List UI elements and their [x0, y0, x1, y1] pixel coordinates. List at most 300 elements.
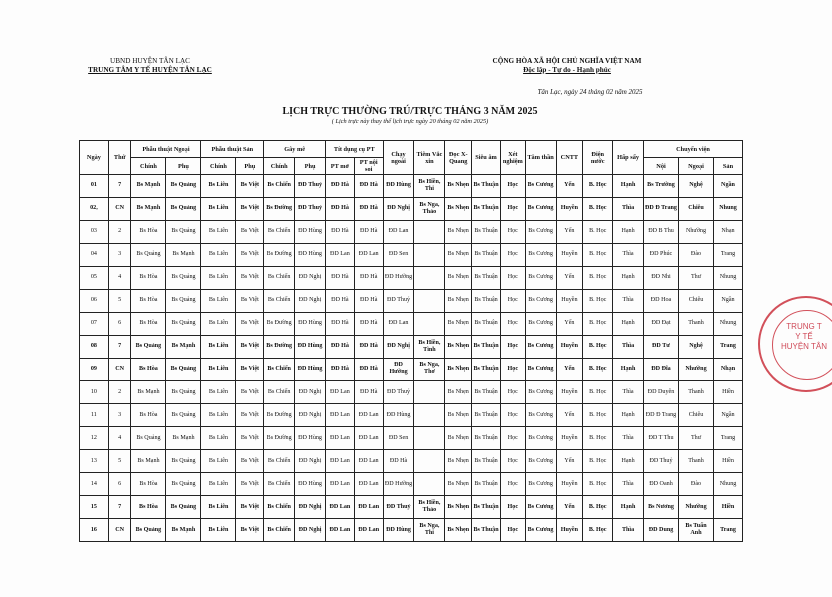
table-cell: Bs Cương: [525, 335, 556, 358]
table-cell: Bs Việt: [236, 335, 264, 358]
table-cell: Bs Việt: [236, 243, 264, 266]
table-cell: Bs Liên: [201, 519, 236, 542]
table-cell: ĐD Nghị: [295, 381, 326, 404]
table-cell: ĐD Oanh: [644, 473, 679, 496]
table-cell: Bs Cương: [525, 427, 556, 450]
table-cell: Bs Quảng: [131, 519, 166, 542]
table-cell: Bs Nhẹn: [445, 381, 472, 404]
col-dien-nuoc: Điện nước: [583, 141, 613, 175]
table-cell: Bs Mạnh: [166, 243, 201, 266]
table-cell: Yến: [556, 404, 583, 427]
table-cell: ĐD Hà: [354, 381, 383, 404]
table-cell: Bs Chiến: [264, 175, 295, 198]
col-tu-dung: Tít dụng cụ PT: [325, 141, 383, 158]
duty-schedule-table: [79, 140, 743, 542]
table-cell: Bs Quảng: [166, 289, 201, 312]
table-cell: ĐD Lan: [325, 496, 354, 519]
table-cell: B. Học: [583, 289, 613, 312]
subcol-chinh: Chính: [131, 158, 166, 175]
table-cell: Trang: [714, 519, 743, 542]
table-cell: Chiêu: [679, 404, 714, 427]
table-row: [80, 197, 743, 220]
table-cell: ĐD Hà: [325, 220, 354, 243]
table-cell: Thanh: [679, 312, 714, 335]
table-cell: Bs Thuận: [472, 473, 501, 496]
table-cell: ĐD Hà: [354, 335, 383, 358]
table-cell: [414, 427, 445, 450]
table-cell: 7: [108, 335, 131, 358]
subcol-noi: Nội: [644, 158, 679, 175]
table-cell: ĐD Đĩa: [644, 358, 679, 381]
nation-name: CỘNG HÒA XÃ HỘI CHỦ NGHĨA VIỆT NAM: [492, 57, 642, 65]
table-cell: B. Học: [583, 358, 613, 381]
table-cell: ĐD Hường: [383, 473, 414, 496]
table-cell: Huyền: [556, 427, 583, 450]
table-cell: Bs Quảng: [166, 473, 201, 496]
table-cell: ĐD Hà: [325, 266, 354, 289]
table-cell: Bs Hòa: [131, 220, 166, 243]
header-row-1: [80, 141, 743, 158]
table-cell: Bs Chiến: [264, 266, 295, 289]
table-cell: Huyền: [556, 381, 583, 404]
table-cell: Bs Chiến: [264, 519, 295, 542]
table-cell: B. Học: [583, 266, 613, 289]
table-cell: ĐD Lan: [354, 404, 383, 427]
table-cell: ĐD Hùng: [295, 220, 326, 243]
table-cell: ĐD Hà: [354, 312, 383, 335]
table-cell: Huyền: [556, 335, 583, 358]
table-cell: Yến: [556, 312, 583, 335]
table-cell: [414, 381, 445, 404]
table-cell: Học: [500, 243, 525, 266]
table-cell: Bs Quảng: [131, 243, 166, 266]
table-cell: Bs Liên: [201, 358, 236, 381]
table-cell: Huyền: [556, 243, 583, 266]
table-cell: 03: [80, 220, 109, 243]
table-cell: Học: [500, 335, 525, 358]
table-cell: Hiền: [714, 450, 743, 473]
table-cell: Bs Quảng: [131, 335, 166, 358]
table-cell: Bs Mạnh: [131, 175, 166, 198]
table-cell: B. Học: [583, 519, 613, 542]
table-cell: 15: [80, 496, 109, 519]
table-cell: ĐD Sen: [383, 243, 414, 266]
col-pt-ngoai: Phẫu thuật Ngoại: [131, 141, 201, 158]
table-cell: [414, 404, 445, 427]
table-cell: ĐD Lan: [325, 473, 354, 496]
table-cell: Bs Việt: [236, 358, 264, 381]
table-cell: Nhung: [714, 312, 743, 335]
table-cell: Huyền: [556, 519, 583, 542]
table-cell: ĐD Hà: [325, 175, 354, 198]
table-cell: Huyền: [556, 197, 583, 220]
document-date: Tân Lạc, ngày 24 tháng 02 năm 2025: [537, 88, 643, 96]
table-cell: ĐD Hà: [325, 335, 354, 358]
table-cell: Bs Quảng: [166, 450, 201, 473]
table-cell: ĐD Đ Trang: [644, 404, 679, 427]
table-cell: 04: [80, 243, 109, 266]
table-cell: Bs Nương: [644, 496, 679, 519]
national-motto: Độc lập - Tự do - Hạnh phúc: [523, 66, 611, 74]
table-cell: Hạnh: [613, 175, 644, 198]
table-cell: Hạnh: [613, 220, 644, 243]
table-cell: Học: [500, 358, 525, 381]
table-cell: Bs Nhẹn: [445, 312, 472, 335]
table-cell: Thìa: [613, 473, 644, 496]
table-cell: 7: [108, 496, 131, 519]
table-cell: 6: [108, 312, 131, 335]
table-cell: ĐD Hường: [383, 266, 414, 289]
table-cell: Hạnh: [613, 404, 644, 427]
table-cell: Bs Liên: [201, 220, 236, 243]
table-cell: ĐD Thuỷ: [295, 197, 326, 220]
table-cell: Thìa: [613, 243, 644, 266]
table-cell: Học: [500, 427, 525, 450]
table-cell: ĐD Nghị: [295, 266, 326, 289]
table-cell: Bs Quảng: [166, 496, 201, 519]
table-cell: Bs Việt: [236, 197, 264, 220]
table-cell: Bs Nhẹn: [445, 427, 472, 450]
subcol-chinh: Chính: [201, 158, 236, 175]
table-cell: Bs Hòa: [131, 473, 166, 496]
table-cell: Thìa: [613, 197, 644, 220]
table-cell: Học: [500, 404, 525, 427]
table-row: [80, 519, 743, 542]
org-line-1: UBND HUYỆN TÂN LẠC: [110, 57, 190, 65]
table-cell: Thìa: [613, 289, 644, 312]
table-row: [80, 496, 743, 519]
table-cell: ĐD Lan: [383, 312, 414, 335]
col-chuyen-vien: Chuyển viện: [644, 141, 743, 158]
table-cell: Bs Việt: [236, 427, 264, 450]
table-cell: ĐD Hoa: [644, 289, 679, 312]
table-cell: Hạnh: [613, 450, 644, 473]
table-cell: Trang: [714, 335, 743, 358]
table-cell: B. Học: [583, 381, 613, 404]
table-cell: Yến: [556, 220, 583, 243]
table-cell: 13: [80, 450, 109, 473]
table-cell: Bs Chiến: [264, 289, 295, 312]
col-tam-than: Tâm thần: [525, 141, 556, 175]
table-cell: ĐD Nghị: [295, 519, 326, 542]
table-cell: B. Học: [583, 450, 613, 473]
table-cell: Bs Cương: [525, 266, 556, 289]
table-cell: ĐD Thuỷ: [295, 175, 326, 198]
seal-line-2: Y TẾ: [795, 332, 813, 341]
subcol-san: Sản: [714, 158, 743, 175]
table-cell: Bs Mạnh: [166, 519, 201, 542]
table-cell: Bs Thuận: [472, 175, 501, 198]
table-cell: B. Học: [583, 335, 613, 358]
table-cell: 09: [80, 358, 109, 381]
table-cell: Bs Cương: [525, 289, 556, 312]
table-cell: ĐD T Thu: [644, 427, 679, 450]
table-row: [80, 243, 743, 266]
table-cell: ĐD Nghị: [295, 289, 326, 312]
table-cell: Thư: [679, 266, 714, 289]
table-cell: Bs Nhẹn: [445, 289, 472, 312]
table-cell: ĐD B Thu: [644, 220, 679, 243]
table-cell: Bs Liên: [201, 197, 236, 220]
table-cell: Bs Cương: [525, 519, 556, 542]
table-cell: ĐD Lan: [325, 404, 354, 427]
table-cell: Bs Liên: [201, 175, 236, 198]
table-cell: ĐD Hường: [383, 358, 414, 381]
table-cell: ĐD Thuỷ: [383, 496, 414, 519]
table-cell: Bs Liên: [201, 381, 236, 404]
table-row: [80, 427, 743, 450]
table-cell: 06: [80, 289, 109, 312]
table-cell: Thìa: [613, 427, 644, 450]
table-cell: 5: [108, 450, 131, 473]
col-doc-x-quang: Đọc X-Quang: [445, 141, 472, 175]
table-cell: Bs Hiền, Thi: [414, 175, 445, 198]
table-cell: Bs Quảng: [131, 427, 166, 450]
table-cell: Bs Việt: [236, 312, 264, 335]
col-sieu-am: Siêu âm: [472, 141, 501, 175]
table-cell: [414, 266, 445, 289]
table-cell: Bs Việt: [236, 496, 264, 519]
table-cell: Bs Liên: [201, 473, 236, 496]
table-cell: Bs Mạnh: [131, 197, 166, 220]
table-cell: Bs Quảng: [166, 312, 201, 335]
table-cell: Chiêu: [679, 289, 714, 312]
col-ngay: Ngày: [80, 141, 109, 175]
table-cell: Bs Liên: [201, 312, 236, 335]
table-cell: B. Học: [583, 404, 613, 427]
table-cell: Bs Chiến: [264, 496, 295, 519]
table-cell: 12: [80, 427, 109, 450]
table-cell: [414, 243, 445, 266]
table-cell: Bs Liên: [201, 496, 236, 519]
table-cell: Bs Chiến: [264, 358, 295, 381]
table-cell: B. Học: [583, 427, 613, 450]
subcol-phu: Phụ: [295, 158, 326, 175]
table-cell: Bs Liên: [201, 450, 236, 473]
table-cell: Bs Quảng: [166, 175, 201, 198]
table-cell: ĐD Lan: [354, 243, 383, 266]
table-cell: ĐD Nghị: [295, 404, 326, 427]
table-row: [80, 289, 743, 312]
table-cell: [414, 289, 445, 312]
table-cell: Bs Nhẹn: [445, 243, 472, 266]
table-cell: Nhường: [679, 358, 714, 381]
org-line-2: TRUNG TÂM Y TẾ HUYỆN TÂN LẠC: [88, 66, 212, 74]
table-cell: CN: [108, 197, 131, 220]
subcol-phu: Phụ: [236, 158, 264, 175]
table-cell: CN: [108, 358, 131, 381]
table-cell: ĐD Lan: [354, 450, 383, 473]
issuing-organization: [60, 57, 240, 75]
table-cell: Bs Nhẹn: [445, 175, 472, 198]
table-row: [80, 312, 743, 335]
table-cell: ĐD Nhi: [644, 266, 679, 289]
table-cell: ĐD Nghị: [295, 450, 326, 473]
table-cell: Bs Thuận: [472, 427, 501, 450]
table-cell: ĐD Thuỷ: [383, 289, 414, 312]
official-seal: [758, 296, 832, 392]
table-cell: Bs Liên: [201, 427, 236, 450]
table-cell: Bs Thuận: [472, 220, 501, 243]
table-cell: Học: [500, 450, 525, 473]
table-cell: Bs Việt: [236, 220, 264, 243]
table-cell: ĐD Hùng: [295, 312, 326, 335]
table-cell: Bs Chiến: [264, 220, 295, 243]
table-cell: Bs Quảng: [166, 220, 201, 243]
table-cell: ĐD Lan: [325, 381, 354, 404]
table-cell: ĐD Hà: [354, 220, 383, 243]
table-cell: Huyền: [556, 289, 583, 312]
table-cell: ĐD Hà: [325, 289, 354, 312]
table-cell: Bs Cương: [525, 358, 556, 381]
table-cell: Huyền: [556, 473, 583, 496]
table-cell: Bs Việt: [236, 473, 264, 496]
table-cell: 01: [80, 175, 109, 198]
table-cell: Học: [500, 266, 525, 289]
table-cell: 10: [80, 381, 109, 404]
table-cell: Học: [500, 381, 525, 404]
table-cell: Yến: [556, 450, 583, 473]
table-cell: Ngần: [714, 289, 743, 312]
table-cell: ĐD Lan: [325, 427, 354, 450]
table-cell: Bs Cương: [525, 243, 556, 266]
table-row: [80, 450, 743, 473]
table-cell: 4: [108, 266, 131, 289]
table-cell: Bs Nhẹn: [445, 519, 472, 542]
table-cell: 7: [108, 175, 131, 198]
table-cell: Bs Hòa: [131, 289, 166, 312]
table-cell: Bs Cương: [525, 404, 556, 427]
table-cell: Bs Nga, Thi: [414, 519, 445, 542]
table-cell: CN: [108, 519, 131, 542]
table-cell: Bs Việt: [236, 381, 264, 404]
subcol-chinh: Chính: [264, 158, 295, 175]
table-cell: Bs Hòa: [131, 404, 166, 427]
table-cell: Yến: [556, 496, 583, 519]
table-cell: ĐD Hùng: [383, 519, 414, 542]
table-cell: Yến: [556, 175, 583, 198]
table-cell: ĐD Hùng: [295, 335, 326, 358]
table-cell: ĐD Duyên: [644, 381, 679, 404]
table-cell: ĐD Hà: [383, 450, 414, 473]
table-cell: Bs Nga, Thảo: [414, 197, 445, 220]
table-cell: ĐD Hà: [325, 197, 354, 220]
table-cell: Bs Nhẹn: [445, 496, 472, 519]
table-cell: Bs Việt: [236, 266, 264, 289]
table-cell: 3: [108, 404, 131, 427]
table-cell: Bs Nhẹn: [445, 358, 472, 381]
table-row: [80, 175, 743, 198]
table-cell: Học: [500, 312, 525, 335]
table-cell: Bs Thuận: [472, 335, 501, 358]
table-cell: 02,: [80, 197, 109, 220]
table-cell: ĐD Thuỷ: [383, 381, 414, 404]
table-cell: 4: [108, 427, 131, 450]
table-cell: Bs Thuận: [472, 358, 501, 381]
table-cell: Bs Cương: [525, 220, 556, 243]
table-cell: Bs Việt: [236, 289, 264, 312]
table-cell: Bs Chiến: [264, 450, 295, 473]
table-cell: 16: [80, 519, 109, 542]
table-cell: Học: [500, 473, 525, 496]
table-cell: Bs Nga, Thơ: [414, 358, 445, 381]
table-cell: Bs Việt: [236, 450, 264, 473]
table-cell: ĐD Hùng: [295, 473, 326, 496]
table-cell: B. Học: [583, 496, 613, 519]
table-cell: Bs Mạnh: [166, 335, 201, 358]
table-cell: Bs Liên: [201, 335, 236, 358]
table-cell: Thìa: [613, 381, 644, 404]
table-cell: ĐD Hùng: [383, 404, 414, 427]
table-cell: Bs Hòa: [131, 496, 166, 519]
table-cell: Thanh: [679, 381, 714, 404]
table-cell: Học: [500, 289, 525, 312]
seal-line-3: HUYỆN TÂN: [780, 342, 828, 351]
table-cell: Bs Đường: [264, 427, 295, 450]
col-pt-san: Phẫu thuật Sản: [201, 141, 264, 158]
table-cell: Hạnh: [613, 496, 644, 519]
table-cell: Hạnh: [613, 312, 644, 335]
table-cell: ĐD Thuỷ: [644, 450, 679, 473]
table-cell: Học: [500, 197, 525, 220]
table-cell: Bs Hòa: [131, 358, 166, 381]
table-cell: Bs Hòa: [131, 312, 166, 335]
table-cell: Bs Đường: [264, 312, 295, 335]
table-cell: Bs Chiến: [264, 473, 295, 496]
table-cell: B. Học: [583, 243, 613, 266]
table-cell: B. Học: [583, 175, 613, 198]
seal-text: [774, 322, 832, 352]
col-thu: Thứ: [108, 141, 131, 175]
table-cell: Nhung: [714, 473, 743, 496]
table-cell: ĐD Dung: [644, 519, 679, 542]
table-cell: Bs Việt: [236, 175, 264, 198]
table-cell: Bs Liên: [201, 404, 236, 427]
subcol-pt-noi-soi: PT nội soi: [354, 158, 383, 175]
table-cell: Bs Cương: [525, 175, 556, 198]
table-cell: Ngần: [714, 404, 743, 427]
table-cell: ĐD Đạt: [644, 312, 679, 335]
table-cell: Học: [500, 519, 525, 542]
table-cell: Bs Nhẹn: [445, 473, 472, 496]
table-cell: ĐD Đ Trang: [644, 197, 679, 220]
table-cell: Bs Thuận: [472, 496, 501, 519]
table-cell: ĐD Hà: [354, 197, 383, 220]
table-cell: Bs Thuận: [472, 404, 501, 427]
table-cell: Bs Nhẹn: [445, 266, 472, 289]
document-title: LỊCH TRỰC THƯỜNG TRÚ/TRỰC THÁNG 3 NĂM 2025: [282, 106, 538, 117]
table-cell: Bs Nhẹn: [445, 404, 472, 427]
table-cell: Bs Trường: [644, 175, 679, 198]
table-cell: Bs Cương: [525, 450, 556, 473]
table-cell: Bs Hiền, Thảo: [414, 496, 445, 519]
table-cell: Bs Thuận: [472, 381, 501, 404]
table-cell: Đào: [679, 243, 714, 266]
col-chay-ngoai: Chạy ngoài: [383, 141, 414, 175]
table-cell: ĐD Lan: [325, 243, 354, 266]
table-cell: Bs Hiền, Tình: [414, 335, 445, 358]
table-cell: Bs Cương: [525, 312, 556, 335]
table-cell: Bs Chiến: [264, 381, 295, 404]
table-cell: ĐD Lan: [325, 450, 354, 473]
table-cell: Bs Liên: [201, 266, 236, 289]
table-cell: ĐD Nghị: [383, 197, 414, 220]
table-cell: Bs Đường: [264, 243, 295, 266]
table-cell: Bs Thuận: [472, 450, 501, 473]
schedule-body: [80, 175, 743, 542]
table-cell: Bs Quảng: [166, 358, 201, 381]
table-cell: ĐD Lan: [383, 220, 414, 243]
